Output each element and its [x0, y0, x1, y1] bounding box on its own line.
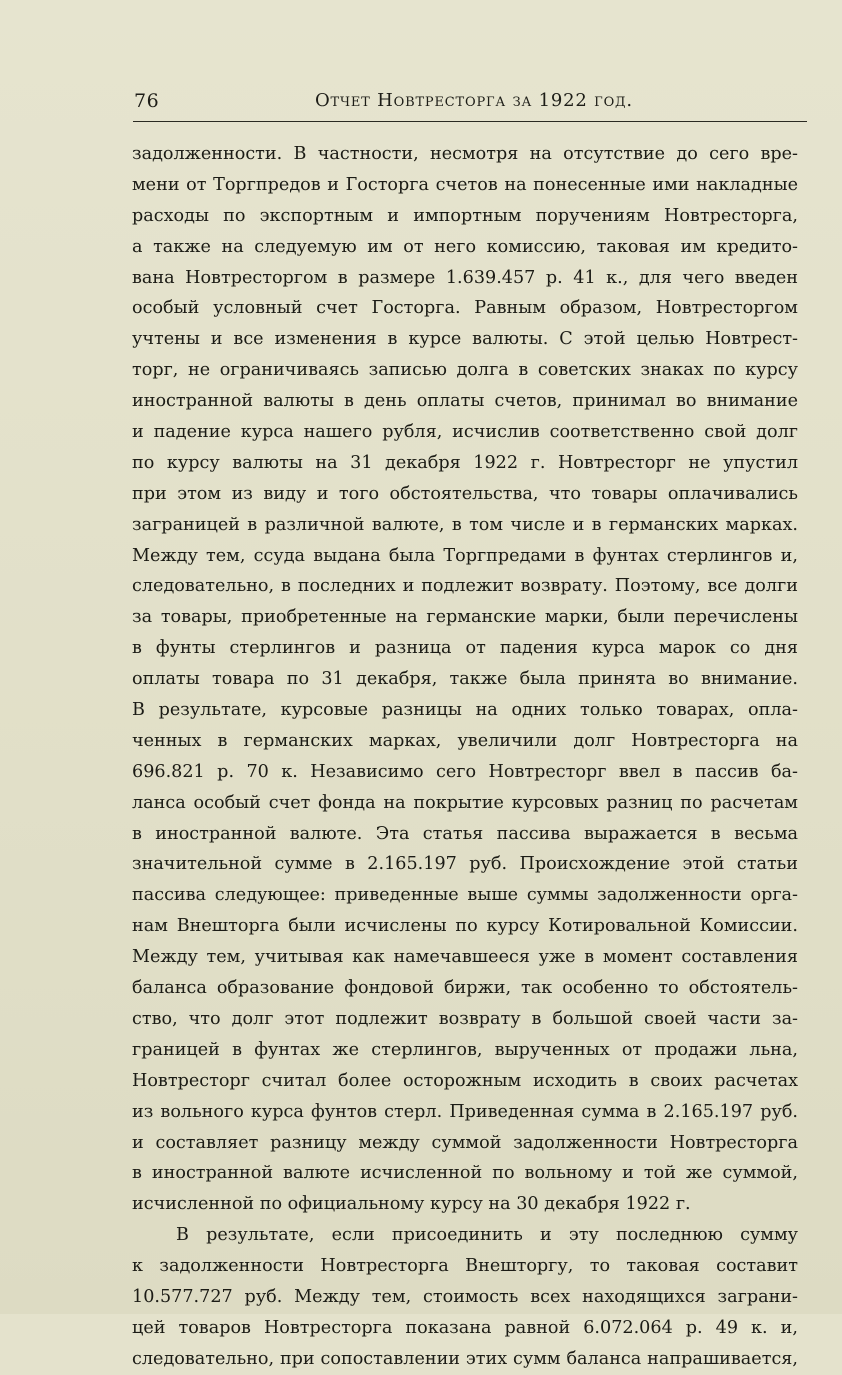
- text-line: расходы по экспортным и импортным поручениям Новтресторга,: [132, 205, 798, 226]
- text-line: нам Внешторга были исчислены по курсу Котировальной Комиссии.: [132, 916, 798, 937]
- text-line: в иностранной валюте. Эта статья пассива выражается в весьма: [132, 823, 798, 844]
- text-line: иностранной валюты в день оплаты счетов, принимал во внимание: [132, 391, 798, 412]
- paragraph-1: [132, 139, 798, 1220]
- text-line: торг, не ограничиваясь записью долга в советских знаках по курсу: [132, 360, 798, 381]
- text-line: 10.577.727 руб. Между тем, стоимость всех находящихся заграни-: [132, 1286, 798, 1307]
- text-line: Новтресторг считал более осторожным исходить в своих расчетах: [132, 1070, 798, 1091]
- text-line: Между тем, ссуда выдана была Торгпредами в фунтах стерлингов и,: [132, 545, 798, 566]
- text-line: Между тем, учитывая как намечавшееся уже в момент составления: [132, 947, 798, 968]
- running-title: Отчет Новтресторга за 1922 год.: [315, 90, 633, 111]
- text-line: исчисленной по официальному курсу на 30 декабря 1922 г.: [132, 1194, 691, 1215]
- body-text: [132, 139, 798, 1375]
- text-line: а также на следуемую им от него комиссию, таковая им кредито-: [132, 236, 798, 257]
- page-number: 76: [134, 90, 160, 112]
- text-line: особый условный счет Госторга. Равным образом, Новтресторгом: [132, 298, 798, 319]
- text-line: ство, что долг этот подлежит возврату в большой своей части за-: [132, 1008, 798, 1029]
- text-line: следовательно, в последних и подлежит возврату. Поэтому, все долги: [132, 576, 798, 597]
- text-line: при этом из виду и того обстоятельства, что товары оплачивались: [132, 483, 798, 504]
- text-line: мени от Торгпредов и Госторга счетов на понесенные ими накладные: [132, 174, 798, 195]
- text-line: В результате, если присоединить и эту последнюю сумму: [176, 1225, 798, 1246]
- text-line: вана Новтресторгом в размере 1.639.457 р. 41 к., для чего введен: [132, 267, 798, 288]
- text-line: следовательно, при сопоставлении этих сумм баланса напрашивается,: [132, 1348, 798, 1369]
- header-rule: [133, 121, 807, 122]
- page-header: [130, 90, 810, 120]
- text-line: и составляет разницу между суммой задолженности Новтресторга: [132, 1132, 798, 1153]
- text-line: 696.821 р. 70 к. Независимо сего Новтресторг ввел в пассив ба-: [132, 761, 798, 782]
- text-line: из вольного курса фунтов стерл. Приведенная сумма в 2.165.197 руб.: [132, 1101, 798, 1122]
- text-line: задолженности. В частности, несмотря на отсутствие до сего вре-: [132, 144, 798, 164]
- text-line: значительной сумме в 2.165.197 руб. Происхождение этой статьи: [132, 854, 798, 875]
- text-line: за товары, приобретенные на германские марки, были перечислены: [132, 607, 798, 628]
- text-line: В результате, курсовые разницы на одних только товарах, опла-: [132, 700, 798, 721]
- text-line: баланса образование фондовой биржи, так особенно то обстоятель-: [132, 978, 798, 999]
- text-line: цей товаров Новтресторга показана равной 6.072.064 р. 49 к. и,: [132, 1317, 798, 1338]
- text-line: оплаты товара по 31 декабря, также была принята во внимание.: [132, 669, 798, 690]
- text-line: заграницей в различной валюте, в том числе и в германских марках.: [132, 514, 798, 535]
- text-line: в фунты стерлингов и разница от падения курса марок со дня: [132, 638, 798, 659]
- text-line: пассива следующее: приведенные выше суммы задолженности орга-: [132, 885, 798, 906]
- text-line: к задолженности Новтресторга Внешторгу, то таковая составит: [132, 1256, 798, 1277]
- text-line: ланса особый счет фонда на покрытие курсовых разниц по расчетам: [132, 792, 798, 813]
- text-line: по курсу валюты на 31 декабря 1922 г. Новтресторг не упустил: [132, 452, 798, 473]
- text-line: ченных в германских марках, увеличили долг Новтресторга на: [132, 730, 798, 751]
- paragraph-2: [132, 1220, 798, 1374]
- text-line: учтены и все изменения в курсе валюты. С этой целью Новтрест-: [132, 329, 798, 350]
- text-line: границей в фунтах же стерлингов, вырученных от продажи льна,: [132, 1039, 798, 1060]
- text-line: в иностранной валюте исчисленной по вольному и той же суммой,: [132, 1163, 798, 1184]
- text-line: и падение курса нашего рубля, исчислив соответственно свой долг: [132, 422, 798, 443]
